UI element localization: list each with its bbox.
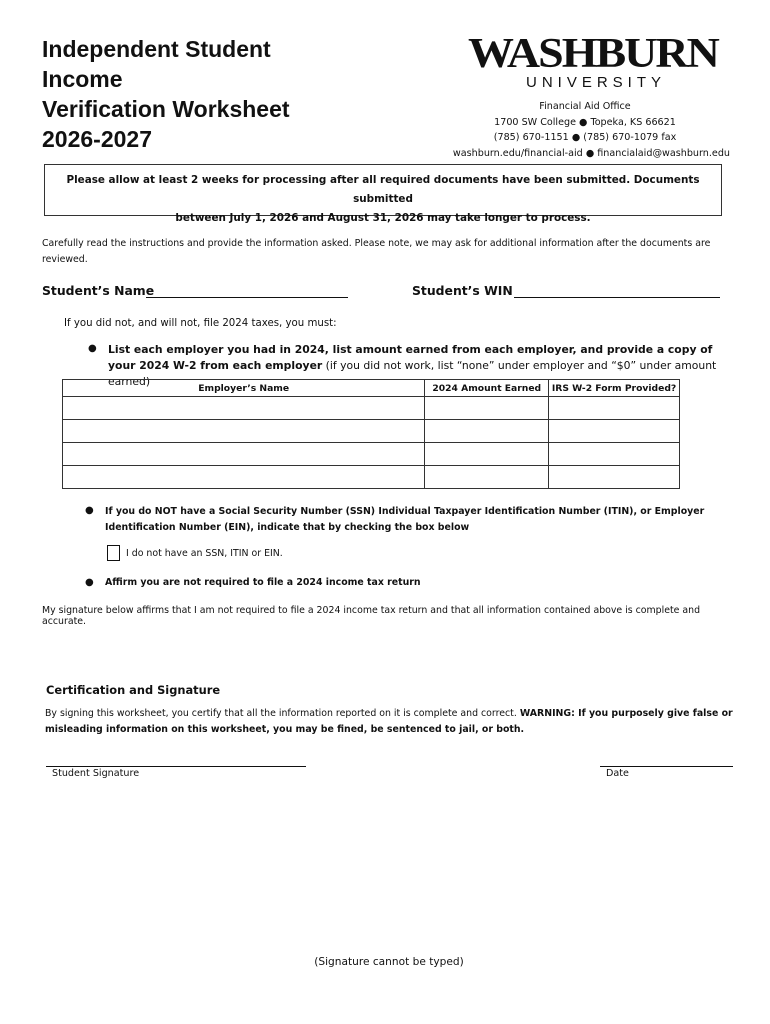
table-row xyxy=(63,397,680,420)
header-employer-name: Employer’s Name xyxy=(63,380,425,397)
student-signature-label: Student Signature xyxy=(52,768,140,779)
office-name: Financial Aid Office xyxy=(539,101,631,112)
bullet-employers-bold: List each employer you had in 2024, list amount earned from each employer, and provide a copy of your 2024 W-2 from each employer xyxy=(108,343,713,372)
logo-wordmark: WASHBURN xyxy=(468,29,718,76)
notice-line: between July 1, 2026 and August 31, 2026 may take longer to process. xyxy=(175,212,591,224)
affirmation-text: My signature below affirms that I am not required to file a 2024 income tax return and that all information contained above is complete and accurate. xyxy=(42,605,701,627)
no-ssn-checkbox[interactable] xyxy=(107,545,120,561)
header-w2-provided: IRS W-2 Form Provided? xyxy=(549,380,680,397)
title-line: Income xyxy=(42,66,123,92)
notice-line: Please allow at least 2 weeks for processing after all required documents have been submitted. Documents submitted xyxy=(66,174,700,205)
student-win-label: Student’s WIN xyxy=(412,283,513,298)
table-row xyxy=(63,420,680,443)
bullet-icon: ● xyxy=(85,577,94,588)
certification-warning: WARNING: If you purposely give false or misleading information on this worksheet, you may be fined, be sentenced to jail, or both. xyxy=(45,708,733,735)
student-signature-field[interactable] xyxy=(46,766,306,767)
footer-note: (Signature cannot be typed) xyxy=(314,956,464,968)
employer-table xyxy=(62,379,680,489)
date-label: Date xyxy=(606,768,629,779)
employer-name-cell[interactable] xyxy=(63,443,425,466)
washburn-logo xyxy=(468,29,718,92)
header-amount-earned: 2024 Amount Earned xyxy=(425,380,549,397)
page-title xyxy=(42,34,342,154)
office-contact xyxy=(440,99,730,161)
processing-notice xyxy=(44,164,722,224)
student-name-label: Student’s Name xyxy=(42,283,155,298)
office-web: washburn.edu/financial-aid ● financialaid@washburn.edu xyxy=(452,147,730,159)
title-line: Verification Worksheet xyxy=(42,96,290,122)
date-field[interactable] xyxy=(600,766,733,767)
certification-heading: Certification and Signature xyxy=(46,683,221,697)
amount-earned-cell[interactable] xyxy=(425,443,549,466)
table-row xyxy=(63,466,680,489)
w2-provided-cell[interactable] xyxy=(549,397,680,420)
employer-name-cell[interactable] xyxy=(63,420,425,443)
bullet-affirm: Affirm you are not required to file a 2024 income tax return xyxy=(105,577,421,588)
bullet-employers-note: (if you did not work, list “none” under employer and “$0” under amount earned) xyxy=(108,359,717,388)
logo-subtitle: UNIVERSITY xyxy=(525,74,666,91)
office-address: 1700 SW College ● Topeka, KS 66621 xyxy=(494,116,676,128)
amount-earned-cell[interactable] xyxy=(425,466,549,489)
no-ssn-checkbox-label: I do not have an SSN, ITIN or EIN. xyxy=(126,548,283,559)
amount-earned-cell[interactable] xyxy=(425,420,549,443)
w2-provided-cell[interactable] xyxy=(549,443,680,466)
bullet-icon: ● xyxy=(85,505,94,516)
amount-earned-cell[interactable] xyxy=(425,397,549,420)
intro-text: If you did not, and will not, file 2024 taxes, you must: xyxy=(64,318,337,329)
table-header-row xyxy=(63,380,680,397)
certification-text xyxy=(45,706,735,738)
title-line: 2026-2027 xyxy=(42,126,152,152)
employer-name-cell[interactable] xyxy=(63,466,425,489)
bullet-icon: ● xyxy=(88,343,97,354)
instructions: Carefully read the instructions and provide the information asked. Please note, we may ask for additional information after the documents are reviewed. xyxy=(42,238,711,265)
table-row xyxy=(63,443,680,466)
title-line: Independent Student xyxy=(42,36,271,62)
certification-body: By signing this worksheet, you certify that all the information reported on it is complete and correct. xyxy=(45,708,520,719)
student-win-field[interactable] xyxy=(514,296,720,298)
employer-name-cell[interactable] xyxy=(63,397,425,420)
w2-provided-cell[interactable] xyxy=(549,420,680,443)
office-phone: (785) 670-1151 ● (785) 670-1079 fax xyxy=(493,132,677,143)
student-name-field[interactable] xyxy=(146,296,348,298)
w2-provided-cell[interactable] xyxy=(549,466,680,489)
bullet-no-ssn: If you do NOT have a Social Security Number (SSN) Individual Taxpayer Identification Number (ITIN), or Employer Identification Number (EIN), indicate that by checking the box below xyxy=(105,506,705,533)
